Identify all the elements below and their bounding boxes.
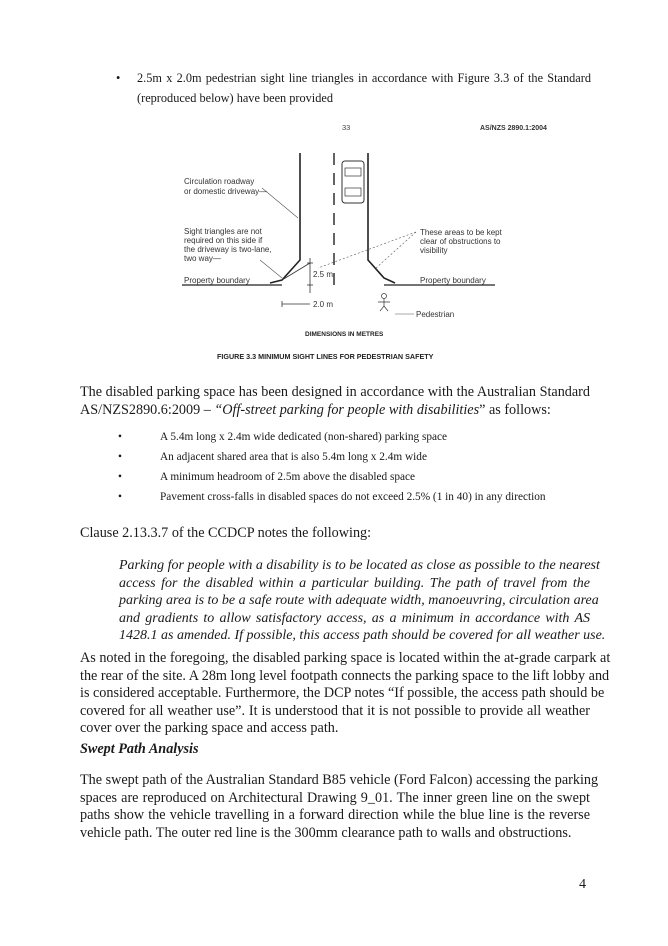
dimensions-note: DIMENSIONS IN METRES <box>305 331 384 338</box>
list-item-text: A 5.4m long x 2.4m wide dedicated (non-shared) parking space <box>160 431 448 443</box>
page-number: 4 <box>579 877 586 892</box>
list-item-text: An adjacent shared area that is also 5.4m long x 2.4m wide <box>160 451 427 463</box>
disabled-parking-line-1: The disabled parking space has been designed in accordance with the Australian Standard <box>80 384 590 400</box>
swept-path-heading: Swept Path Analysis <box>80 741 199 757</box>
label-circulation-2: or domestic driveway— <box>184 187 268 196</box>
top-bullet-line-2: (reproduced below) have been provided <box>137 91 333 105</box>
label-pedestrian: Pedestrian <box>416 310 455 319</box>
label-areas-1: These areas to be kept <box>420 228 502 237</box>
bullet-dot: • <box>118 471 122 483</box>
quote-line: 1428.1 as amended. If possible, this access path should be covered for all weather use. <box>119 628 606 644</box>
paragraph-line: As noted in the foregoing, the disabled parking space is located within the at-grade carpark at <box>80 650 611 666</box>
top-bullet-line-1: 2.5m x 2.0m pedestrian sight line triangles in accordance with Figure 3.3 of the Standard <box>137 71 591 85</box>
dimension-2-5: 2.5 m <box>313 270 334 279</box>
paragraph-line: The swept path of the Australian Standard B85 vehicle (Ford Falcon) accessing the parking <box>80 772 599 788</box>
list-item-text: A minimum headroom of 2.5m above the disabled space <box>160 471 416 483</box>
figure-standard-ref: AS/NZS 2890.1:2004 <box>480 125 547 132</box>
list-item-text: Pavement cross-falls in disabled spaces do not exceed 2.5% (1 in 40) in any direction <box>160 491 546 503</box>
figure-caption: FIGURE 3.3 MINIMUM SIGHT LINES FOR PEDESTRIAN SAFETY <box>217 352 434 361</box>
bullet-dot: • <box>118 451 122 463</box>
bullet-dot: • <box>116 71 121 85</box>
disabled-parking-paragraph <box>80 384 590 419</box>
paragraph-line: is considered acceptable. Furthermore, the DCP notes “If possible, the access path should be <box>80 685 605 701</box>
paragraph-line: the rear of the site. A 28m long level footpath connects the parking space to the lift lobby and <box>80 667 610 684</box>
paragraph-line: paths show the vehicle travelling in a forward direction while the blue line is the reverse <box>80 807 590 823</box>
dimension-2-0: 2.0 m <box>313 300 334 309</box>
paragraph-line: vehicle path. The outer red line is the 300mm clearance path to walls and obstructions. <box>80 824 572 841</box>
paragraph-line: cover over the parking space and access path. <box>80 720 339 736</box>
label-circulation-1: Circulation roadway <box>184 177 255 186</box>
disabled-parking-line-2 <box>80 402 590 420</box>
label-areas-2: clear of obstructions to <box>420 237 501 246</box>
top-bullet <box>116 68 591 108</box>
clause-intro: Clause 2.13.3.7 of the CCDCP notes the following: <box>80 525 372 541</box>
label-sight-2: required on this side if <box>184 236 263 245</box>
standard-code: AS/NZS2890.6:2009 – <box>80 401 215 418</box>
paragraph-line: covered for all weather use”. It is understood that it is not possible to provide all weather <box>80 702 590 719</box>
quote-line: Parking for people with a disability is to be located as close as possible to the nearest <box>119 558 600 573</box>
label-areas-3: visibility <box>420 246 448 255</box>
follows-text: ” as follows: <box>479 401 551 418</box>
quote-line: and gradients to allow satisfactory access, as a minimum in accordance with AS <box>119 610 590 626</box>
label-property-right: Property boundary <box>420 276 486 285</box>
bullet-dot: • <box>118 431 122 443</box>
dcp-quote <box>119 557 606 645</box>
figure-page-number: 33 <box>342 123 351 132</box>
quote-line: access for the disabled within a particular building. The path of travel from the <box>119 575 590 591</box>
label-sight-4: two way— <box>184 254 221 263</box>
quote-line: parking area is to be a safe route with adequate width, manoeuvring, circulation area <box>119 593 599 609</box>
bullet-dot: • <box>118 491 122 503</box>
label-property-left: Property boundary <box>184 276 250 285</box>
as-noted-paragraph <box>80 650 611 738</box>
paragraph-line: spaces are reproduced on Architectural Drawing 9_01. The inner green line on the swept <box>80 789 590 806</box>
sight-lines-figure <box>170 118 560 368</box>
label-sight-1: Sight triangles are not <box>184 227 262 236</box>
label-sight-3: the driveway is two-lane, <box>184 245 272 254</box>
swept-path-paragraph <box>80 772 599 842</box>
standard-title: “Off-street parking for people with disabilities <box>214 401 480 418</box>
